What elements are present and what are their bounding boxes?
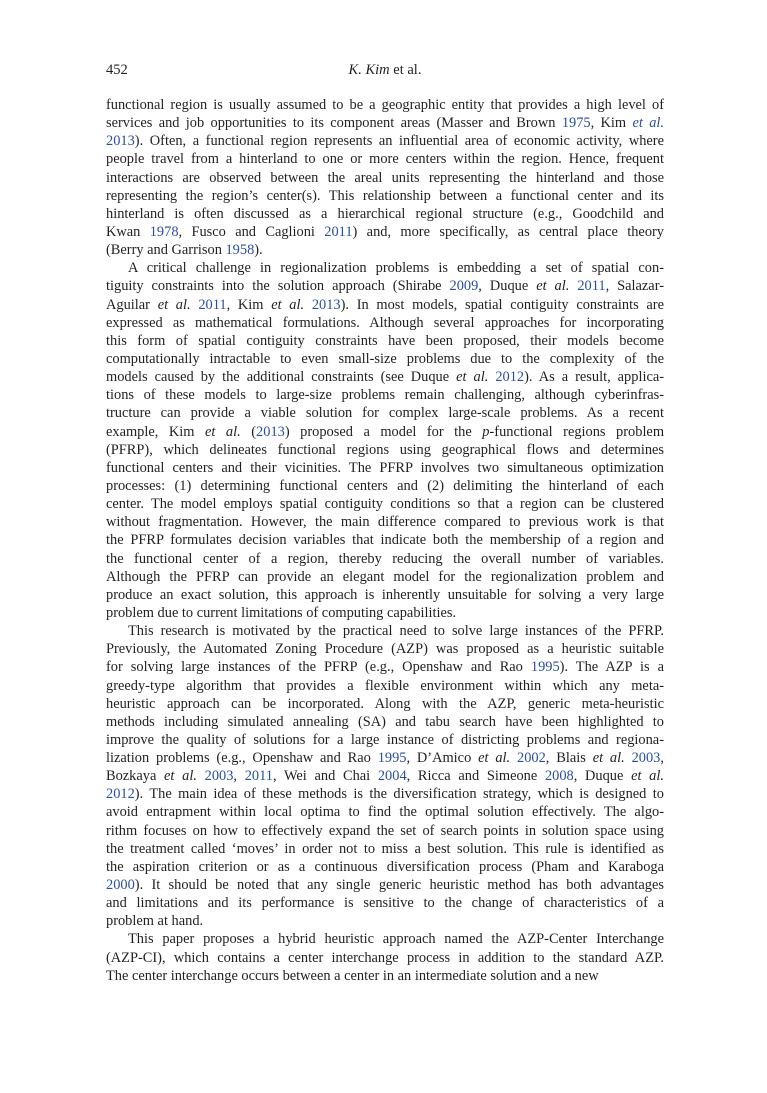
citation-link[interactable]: 2011	[198, 296, 227, 313]
body-text	[106, 96, 664, 985]
text-run: functional centers and their vicinities. The PFRP involves two simultaneous optimization	[106, 459, 664, 476]
text-run: ). As a result, applica-	[524, 369, 664, 386]
text-line	[106, 622, 664, 640]
text-line	[106, 531, 664, 549]
text-line	[106, 495, 664, 513]
citation-link[interactable]: et al.	[632, 115, 664, 132]
text-run: (AZP-CI), which contains a center interchange process in addition to the standard AZP.	[106, 949, 664, 966]
text-run: , Duque	[478, 278, 537, 295]
italic-text: et al.	[536, 278, 570, 295]
citation-link[interactable]: 2012	[495, 369, 525, 386]
citation-link[interactable]: 2013	[256, 423, 285, 440]
text-line	[106, 150, 664, 168]
text-run: ).	[254, 242, 263, 259]
text-run: tructure can provide a viable solution for complex large-scale problems. As a recent	[106, 405, 664, 422]
text-run: representing the region’s center(s). This relationship between a functional center and its	[106, 187, 664, 204]
text-line	[106, 803, 664, 821]
text-line	[106, 876, 664, 894]
text-run: heuristic approach can be incorporated. Along with the AZP, generic meta-heuristic	[106, 695, 664, 712]
italic-text: et al.	[631, 768, 664, 785]
text-run: models caused by the additional constraints (see Duque	[106, 369, 457, 386]
text-line	[106, 840, 664, 858]
italic-text: et al.	[478, 750, 511, 767]
text-run: expressed as mathematical formulations. Although several approaches for incorporating	[106, 314, 664, 331]
text-run: This paper proposes a hybrid heuristic approach named the AZP-Center Interchange	[128, 931, 664, 948]
text-run: this form of spatial contiguity constraints have been proposed, their models become	[106, 332, 664, 349]
text-run: hinterland is often discussed as a hierarchical regional structure (e.g., Goodchild and	[106, 205, 664, 222]
italic-text: p	[482, 423, 490, 440]
text-line	[106, 894, 664, 912]
text-line	[106, 132, 664, 150]
text-line	[106, 731, 664, 749]
text-line	[106, 695, 664, 713]
text-line	[106, 169, 664, 187]
text-line	[106, 586, 664, 604]
text-line	[106, 568, 664, 586]
text-run: problem due to current limitations of computing capabilities.	[106, 604, 457, 621]
text-run: -functional regions problem	[489, 423, 664, 440]
text-run: ,	[660, 750, 664, 767]
text-run: ). It should be noted that any single generic heuristic method has both advantages	[134, 877, 664, 894]
text-run: computationally intractable to even small-size problems due to the complexity of the	[106, 350, 664, 367]
text-run: ). In most models, spatial contiguity constraints are	[340, 296, 664, 313]
text-run: tiguity constraints into the solution approach (Shirabe	[106, 278, 450, 295]
text-run: , D’Amico	[406, 750, 479, 767]
text-run: This research is motivated by the practical need to solve large instances of the PFRP.	[128, 623, 664, 640]
citation-link[interactable]: 2011	[577, 278, 606, 295]
italic-text: et al.	[157, 296, 191, 313]
text-run: people travel from a hinterland to one or more centers within the region. Hence, frequent	[106, 151, 664, 168]
text-run: The center interchange occurs between a center in an intermediate solution and a new	[106, 967, 599, 984]
text-run: services and job opportunities to its component areas (Masser and Brown	[106, 115, 562, 132]
citation-link[interactable]: 2003	[631, 750, 661, 767]
text-run: , Salazar-	[605, 278, 664, 295]
text-line	[106, 477, 664, 495]
paragraph	[106, 96, 664, 259]
text-run: ). The AZP is a	[559, 659, 664, 676]
text-run: the treatment called ‘moves’ in order not to miss a best solution. This rule is identified as	[106, 840, 664, 857]
text-run: rithm focuses on how to effectively expand the set of search points in solution space using	[106, 822, 664, 839]
citation-link[interactable]: 1978	[149, 223, 179, 240]
text-line	[106, 241, 664, 259]
text-run: , Duque	[573, 768, 632, 785]
text-line	[106, 604, 664, 622]
text-run: lization problems (e.g., Openshaw and Rao	[106, 750, 378, 767]
text-line	[106, 785, 664, 803]
italic-text: et al.	[456, 369, 489, 386]
text-line	[106, 205, 664, 223]
text-line	[106, 350, 664, 368]
running-head-author: K. Kim	[348, 62, 390, 78]
text-line	[106, 223, 664, 241]
text-line	[106, 677, 664, 695]
text-line	[106, 332, 664, 350]
text-run: (Berry and Garrison	[106, 242, 226, 259]
running-head	[106, 60, 664, 80]
text-line	[106, 259, 664, 277]
text-run: the aspiration criterion or as a continuous diversification process (Pham and Karaboga	[106, 858, 664, 875]
citation-link[interactable]: 2004	[377, 768, 407, 785]
text-run: Previously, the Automated Zoning Procedure (AZP) was proposed as a heuristic suitable	[106, 641, 664, 658]
text-run: , Kim	[226, 296, 272, 313]
text-line	[106, 912, 664, 930]
italic-text: et al.	[271, 296, 305, 313]
text-line	[106, 640, 664, 658]
text-run: , Kim	[590, 115, 633, 132]
italic-text: et al.	[205, 423, 241, 440]
italic-text: et al.	[164, 768, 197, 785]
text-run: Aguilar	[106, 296, 158, 313]
text-run: interactions are observed between the areal units representing the hinterland and those	[106, 169, 664, 186]
text-run: Although the PFRP can provide an elegant model for the regionalization problem and	[106, 568, 664, 585]
text-line	[106, 822, 664, 840]
text-run: (PFRP), which delineates functional regions using geographical flows and determines	[106, 441, 664, 458]
citation-link[interactable]: 1995	[530, 659, 560, 676]
text-run: the PFRP formulates decision variables that indicate both the membership of a region and	[106, 532, 664, 549]
text-line	[106, 858, 664, 876]
citation-link[interactable]: 1958	[225, 242, 255, 259]
text-line	[106, 967, 664, 985]
text-run	[510, 750, 517, 766]
text-run: without fragmentation. However, the main difference compared to previous work is that	[106, 514, 664, 531]
text-run: problem at hand.	[106, 913, 204, 930]
text-run: , Wei and Chai	[272, 768, 378, 785]
text-run: example, Kim	[106, 423, 205, 440]
citation-link[interactable]: 2009	[449, 278, 479, 295]
text-run: processes: (1) determining functional centers and (2) delimiting the hinterland of each	[106, 477, 664, 494]
text-run: ) proposed a model for the	[284, 423, 483, 440]
citation-link[interactable]: 2011	[244, 768, 273, 785]
paragraph	[106, 259, 664, 622]
text-run: ). The main idea of these methods is the diversification strategy, which is designed to	[134, 786, 664, 803]
text-line	[106, 386, 664, 404]
text-run: avoid entrapment within local optima to find the optimal solution effectively. The algo-	[106, 804, 664, 821]
text-line	[106, 513, 664, 531]
text-line	[106, 767, 664, 785]
text-run: improve the quality of solutions for a large instance of districting problems and regiona-	[106, 731, 664, 748]
citation-link[interactable]: 2013	[106, 133, 135, 150]
text-line	[106, 277, 664, 295]
text-line	[106, 368, 664, 386]
citation-link[interactable]: 2002	[517, 750, 546, 767]
text-line	[106, 930, 664, 948]
text-line	[106, 114, 664, 132]
citation-link[interactable]: 1975	[561, 115, 591, 132]
page-header	[106, 60, 664, 80]
citation-link[interactable]: 2011	[324, 223, 353, 240]
text-run: functional region is usually assumed to be a geographic entity that provides a high level of	[106, 97, 664, 113]
text-run: for solving large instances of the PFRP (e.g., Openshaw and Rao	[106, 659, 531, 676]
text-run: the functional center of a region, thereby reducing the overall number of variables.	[106, 550, 664, 567]
italic-text: et al.	[592, 750, 625, 767]
text-line	[106, 949, 664, 967]
text-line	[106, 550, 664, 568]
text-run: , Fusco and Caglioni	[178, 223, 325, 240]
running-head-et-al: et al.	[389, 62, 422, 78]
text-line	[106, 658, 664, 676]
text-line	[106, 441, 664, 459]
text-run: ). Often, a functional region represents an influential area of economic activity, where	[134, 133, 664, 150]
text-run	[625, 750, 632, 766]
page-number: 452	[106, 62, 128, 78]
text-line	[106, 713, 664, 731]
text-line	[106, 96, 664, 114]
text-run	[304, 297, 312, 313]
text-run	[197, 768, 205, 784]
text-run: Bozkaya	[106, 768, 165, 785]
text-line	[106, 314, 664, 332]
citation-link[interactable]: 2012	[106, 786, 135, 803]
text-run: center. The model employs spatial contiguity conditions so that a region can be clustered	[106, 496, 664, 513]
text-line	[106, 404, 664, 422]
text-run: produce an exact solution, this approach is inherently unsuitable for solving a very large	[106, 586, 664, 603]
citation-link[interactable]: 2013	[311, 296, 341, 313]
citation-link[interactable]: 1995	[377, 750, 407, 767]
text-run: A critical challenge in regionalization problems is embedding a set of spatial con-	[128, 260, 664, 277]
text-run: ,	[233, 768, 245, 785]
text-line	[106, 423, 664, 441]
text-run: methods including simulated annealing (SA) and tabu search have been highlighted to	[106, 713, 664, 730]
text-run: and limitations and its performance is sensitive to the change of characteristics of a	[106, 895, 664, 912]
text-line	[106, 296, 664, 314]
text-run: , Ricca and Simeone	[406, 768, 545, 785]
text-run: (	[240, 423, 257, 440]
text-line	[106, 187, 664, 205]
citation-link[interactable]: 2008	[544, 768, 574, 785]
text-line	[106, 749, 664, 767]
text-run: , Blais	[545, 750, 593, 767]
text-run: ) and, more specifically, as central place theory	[352, 223, 664, 240]
text-run: tions of these models to large-size problems remain challenging, although cyberinfras-	[106, 387, 664, 404]
paragraph	[106, 622, 664, 930]
paragraph	[106, 930, 664, 984]
text-line	[106, 459, 664, 477]
text-run: greedy-type algorithm that provides a flexible environment within which any meta-	[106, 677, 664, 694]
text-run: Kwan	[106, 223, 150, 240]
citation-link[interactable]: 2000	[106, 877, 135, 894]
citation-link[interactable]: 2003	[204, 768, 234, 785]
